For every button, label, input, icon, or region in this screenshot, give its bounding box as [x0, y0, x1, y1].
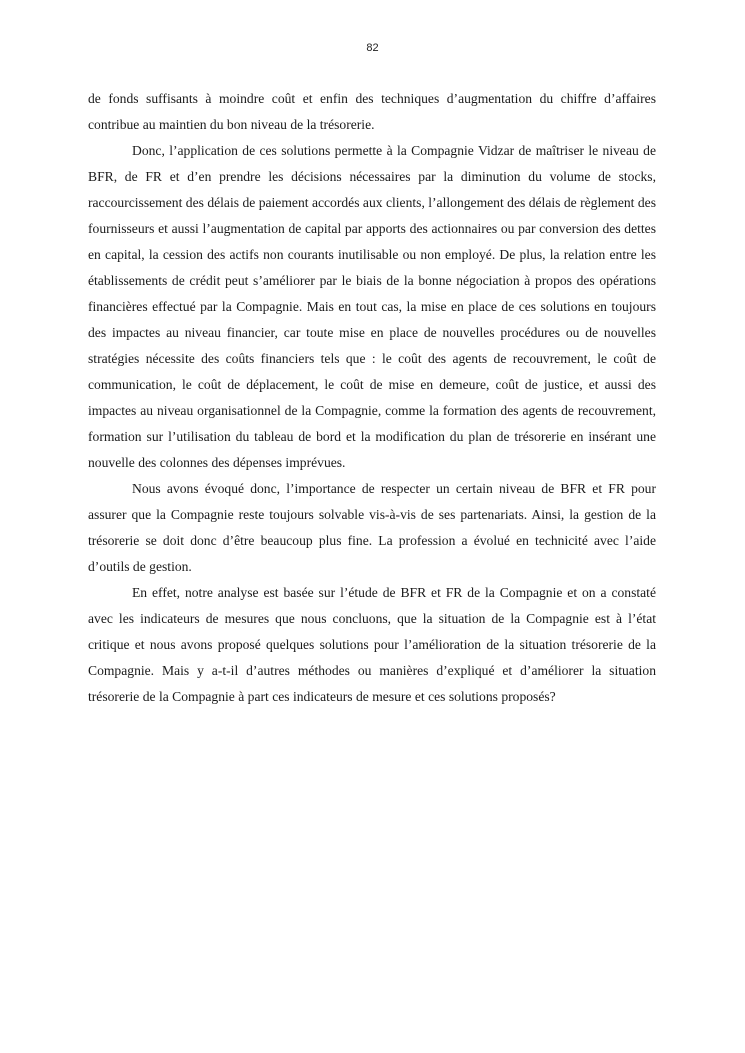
body-text	[88, 86, 656, 710]
paragraph-continuation: de fonds suffisants à moindre coût et enfin des techniques d’augmentation du chiffre d’affaires contribue au maintien du bon niveau de la trésorerie.	[88, 91, 656, 132]
paragraph-solutions-impact: Donc, l’application de ces solutions permette à la Compagnie Vidzar de maîtriser le niveau de BFR, de FR et d’en prendre les décisions nécessaires par la diminution du volume de stocks, raccourcissement des délais de paiement accordés aux clients, l’allongement des délais de règlement des fournisseurs et aussi l’augmentation de capital par apports des actionnaires ou par conversion des dettes en capital, la cession des actifs non courants inutilisable ou non employé. De plus, la relation entre les établissements de crédit peut s’améliorer par le biais de la bonne négociation à propos des opérations financières effectué par la Compagnie. Mais en tout cas, la mise en place de ces solutions en toujours des impactes au niveau financier, car toute mise en place de nouvelles procédures ou de nouvelles stratégies nécessite des coûts financiers tels que : le coût des agents de recouvrement, le coût de communication, le coût de déplacement, le coût de mise en demeure, coût de justice, et aussi des impactes au niveau organisationnel de la Compagnie, comme la formation des agents de recouvrement, formation sur l’utilisation du tableau de bord et la modification du plan de trésorerie en insérant une nouvelle des colonnes des dépenses imprévues.	[88, 143, 656, 470]
paragraph-bfr-fr-importance: Nous avons évoqué donc, l’importance de respecter un certain niveau de BFR et FR pour assurer que la Compagnie reste toujours solvable vis-à-vis de ses partenariats. Ainsi, la gestion de la trésorerie se doit donc d’être beaucoup plus fine. La profession a évolué en technicité avec l’aide d’outils de gestion.	[88, 481, 656, 574]
page-number: 82	[366, 42, 379, 54]
paragraph-analysis-conclusion: En effet, notre analyse est basée sur l’étude de BFR et FR de la Compagnie et on a constaté avec les indicateurs de mesures que nous concluons, que la situation de la Compagnie est à l’état critique et nous avons proposé quelques solutions pour l’amélioration de la situation trésorerie de la Compagnie. Mais y a-t-il d’autres méthodes ou manières d’expliqué et d’améliorer la situation trésorerie de la Compagnie à part ces indicateurs de mesure et ces solutions proposés?	[88, 585, 656, 704]
